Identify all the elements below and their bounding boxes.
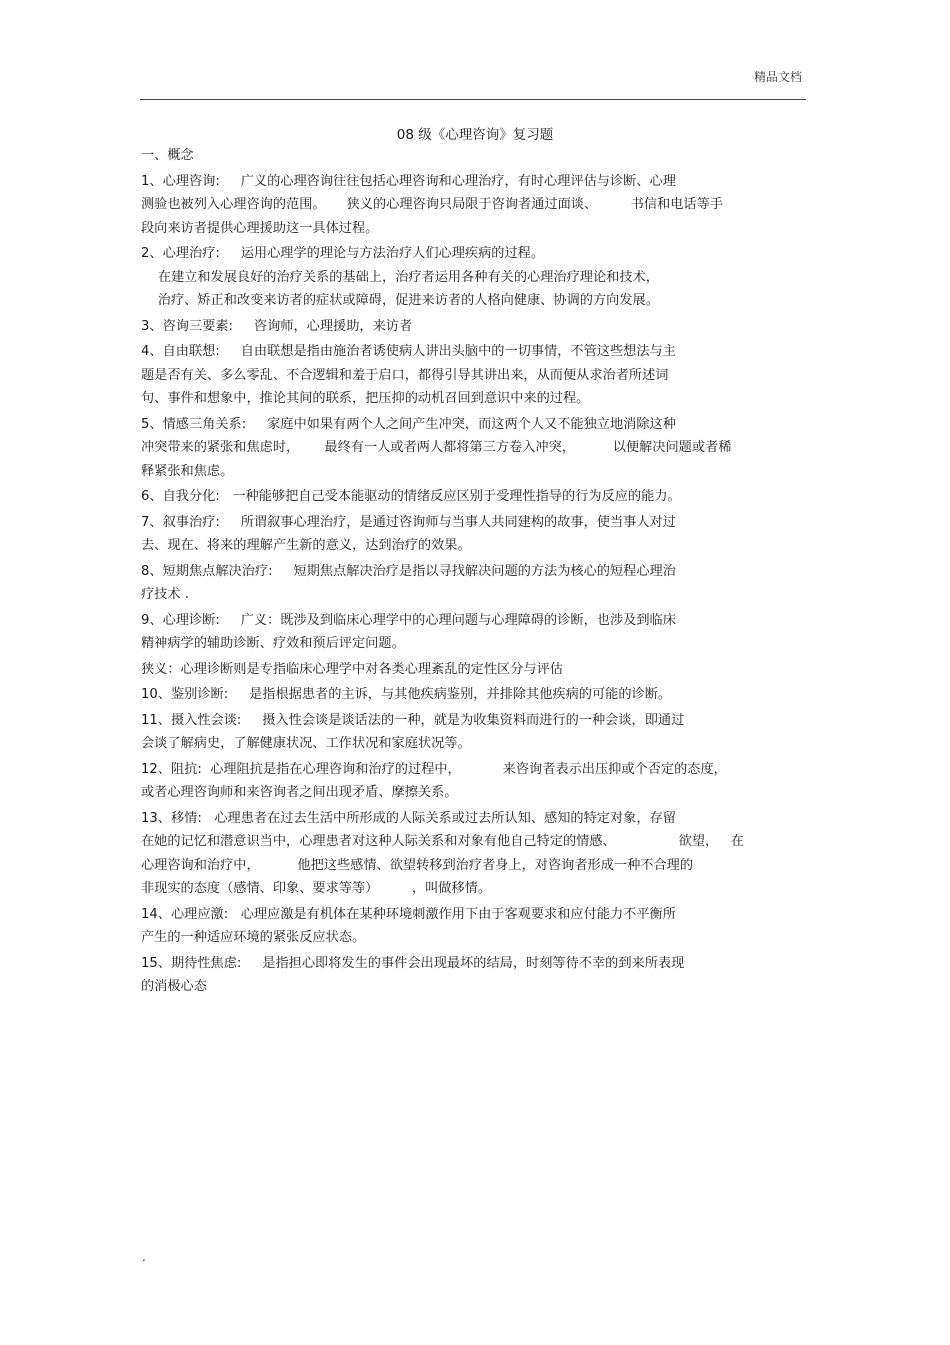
entry-line: 或者心理咨询师和来咨询者之间出现矛盾、摩擦关系。 <box>141 785 458 800</box>
entry-line: 句、事件和想象中，推论其间的联系，把压抑的动机召回到意识中来的过程。 <box>141 391 590 406</box>
entry-line: 释紧张和焦虑。 <box>141 463 234 479</box>
entry-line: 1、心理咨询: 广义的心理咨询往往包括心理咨询和心理治疗，有时心理评估与诊断、心理 <box>141 173 676 189</box>
entry-line: 段向来访者提供心理援助这一具体过程。 <box>141 220 379 236</box>
entry-line: 去、现在、将来的理解产生新的意义，达到治疗的效果。 <box>141 538 471 553</box>
section-heading: 一、概念 <box>141 148 194 163</box>
entry-line: 9、心理诊断: 广义：既涉及到临床心理学中的心理问题与心理障碍的诊断，也涉及到临床 <box>141 612 676 628</box>
concept-entry <box>141 903 806 950</box>
concept-entry <box>141 658 806 682</box>
entries-list <box>141 170 806 999</box>
concept-entry <box>141 709 806 756</box>
entry-line: 治疗、矫正和改变来访者的症状或障碍，促进来访者的人格向健康、协调的方向发展。 <box>141 293 659 308</box>
entry-line: 心理咨询和治疗中， 他把这些感情、欲望转移到治疗者身上，对咨询者形成一种不合理的 <box>141 857 694 873</box>
concept-entry <box>141 560 806 607</box>
entry-line: 会谈了解病史，了解健康状况、工作状况和家庭状况等。 <box>141 736 471 751</box>
concept-entry <box>141 485 806 509</box>
concept-entry <box>141 807 806 901</box>
concept-entry <box>141 511 806 558</box>
concept-entry <box>141 758 806 805</box>
concept-entry <box>141 683 806 707</box>
entry-line: 测验也被列入心理咨询的范围。 狭义的心理咨询只局限于咨询者通过面谈、 书信和电话等手 <box>141 197 723 212</box>
entry-line: 4、自由联想: 自由联想是指由施治者诱使病人讲出头脑中的一切事情，不管这些想法与主 <box>141 344 676 359</box>
entry-line: 非现实的态度（感情、印象、要求等等） ，叫做移情。 <box>141 881 492 896</box>
footer-mark: . <box>142 1250 146 1264</box>
header-rule <box>140 99 806 100</box>
entry-line: 3、咨询三要素: 咨询师，心理援助，来访者 <box>141 318 413 334</box>
entry-line: 精神病学的辅助诊断、疗效和预后评定问题。 <box>141 636 405 651</box>
entry-line: 11、摄入性会谈: 摄入性会谈是谈话法的一种，就是为收集资料而进行的一种会谈，即通过 <box>141 712 685 728</box>
entry-line: 15、期待性焦虑: 是指担心即将发生的事件会出现最坏的结局，时刻等待不幸的到来所表现 <box>141 955 685 971</box>
entry-line: 10、鉴别诊断: 是指根据患者的主诉，与其他疾病鉴别，并排除其他疾病的可能的诊断。 <box>141 687 672 702</box>
concept-entry <box>141 242 806 313</box>
entry-line: 13、移情: 心理患者在过去生活中所形成的人际关系或过去所认知、感知的特定对象，存留 <box>141 810 676 826</box>
entry-line: 在她的记忆和潜意识当中，心理患者对这种人际关系和对象有他自己特定的情感、 欲望， 在 <box>141 834 744 849</box>
entry-line: 在建立和发展良好的治疗关系的基础上，治疗者运用各种有关的心理治疗理论和技术， <box>141 269 659 285</box>
entry-line: 8、短期焦点解决治疗: 短期焦点解决治疗是指以寻找解决问题的方法为核心的短程心理治 <box>141 563 676 579</box>
entry-line: 14、心理应激: 心理应激是有机体在某种环境刺激作用下由于客观要求和应付能力不平衡所 <box>141 906 676 922</box>
concept-entry <box>141 170 806 241</box>
entry-line: 产生的一种适应环境的紧张反应状态。 <box>141 930 366 945</box>
entry-line: 2、心理治疗: 运用心理学的理论与方法治疗人们心理疾病的过程。 <box>141 246 545 261</box>
document-title: 08 级《心理咨询》复习题 <box>396 127 554 143</box>
concept-entry <box>141 340 806 411</box>
concept-entry <box>141 413 806 484</box>
entry-line: 的消极心态 <box>141 979 207 994</box>
entry-line: 12、阻抗: 心理阻抗是指在心理咨询和治疗的过程中， 来咨询者表示出压抑或个否定的态度， <box>141 761 727 777</box>
entry-line: 7、叙事治疗: 所谓叙事心理治疗，是通过咨询师与当事人共同建构的故事，使当事人对过 <box>141 514 676 530</box>
entry-line: 6、自我分化: 一种能够把自己受本能驱动的情绪反应区别于受理性指导的行为反应的能力。 <box>141 489 681 504</box>
entry-line: 狭义：心理诊断则是专指临床心理学中对各类心理紊乱的定性区分与评估 <box>141 661 563 677</box>
entry-line: 题是否有关、多么零乱、不合逻辑和羞于启口，都得引导其讲出来，从而便从求治者所述词 <box>141 367 669 383</box>
document-body <box>141 144 806 1001</box>
header-label: 精品文档 <box>753 70 802 84</box>
entry-line: 冲突带来的紧张和焦虑时， 最终有一人或者两人都将第三方卷入冲突， 以便解决问题或者稀 <box>141 440 732 455</box>
entry-line: 5、情感三角关系: 家庭中如果有两个人之间产生冲突，而这两个人又不能独立地消除这种 <box>141 416 676 432</box>
concept-entry <box>141 609 806 656</box>
concept-entry <box>141 315 806 339</box>
concept-entry <box>141 952 806 999</box>
entry-line: 疗技术 . <box>141 587 189 602</box>
